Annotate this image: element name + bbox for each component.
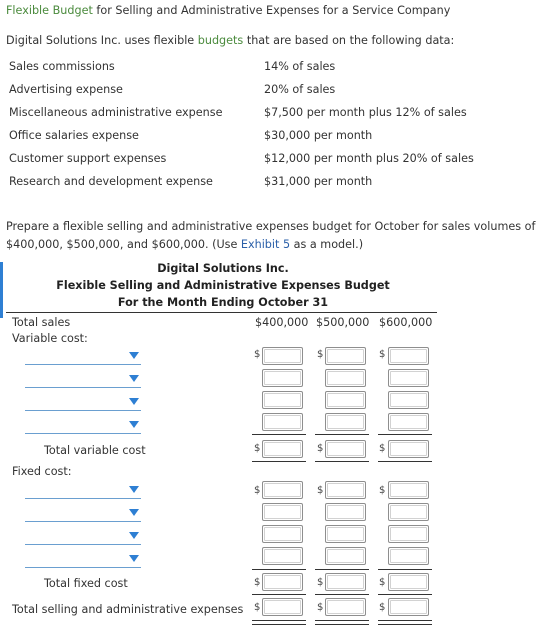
row-value: $30,000 per month xyxy=(264,129,373,142)
amount-input[interactable] xyxy=(325,503,366,521)
total-fixed-cost-label: Total fixed cost xyxy=(44,577,128,590)
title-prefix: Flexible Budget xyxy=(6,4,93,17)
fixed-cost-select[interactable] xyxy=(25,503,141,522)
title-rest: for Selling and Administrative Expenses for a Service Company xyxy=(96,4,451,17)
amount-input[interactable] xyxy=(262,413,303,431)
header-rule xyxy=(6,312,437,313)
chevron-down-icon xyxy=(129,398,139,405)
amount-input[interactable] xyxy=(388,503,429,521)
amount-input[interactable] xyxy=(325,547,366,565)
subtotal-rule xyxy=(252,461,306,462)
amount-input[interactable] xyxy=(388,413,429,431)
currency-symbol: $ xyxy=(317,485,324,496)
double-underline xyxy=(315,620,369,625)
chevron-down-icon xyxy=(129,421,139,428)
subtotal-rule xyxy=(378,461,432,462)
total-variable-cost-input[interactable] xyxy=(388,440,429,458)
instructions-line-1: Prepare a flexible selling and administrative expenses budget for October for sales volumes of xyxy=(6,220,536,233)
currency-symbol: $ xyxy=(317,443,324,454)
variable-cost-select[interactable] xyxy=(25,369,141,388)
currency-symbol: $ xyxy=(254,443,261,454)
amount-input[interactable] xyxy=(388,347,429,365)
amount-input[interactable] xyxy=(325,391,366,409)
grand-total-label: Total selling and administrative expenses xyxy=(12,603,244,616)
row-label: Miscellaneous administrative expense xyxy=(9,106,223,119)
row-label: Advertising expense xyxy=(9,83,123,96)
subtotal-rule xyxy=(315,569,369,570)
chevron-down-icon xyxy=(129,532,139,539)
total-fixed-cost-input[interactable] xyxy=(388,573,429,591)
double-underline xyxy=(252,620,306,625)
total-sales-label: Total sales xyxy=(12,316,71,329)
column-header: $400,000 xyxy=(255,316,309,329)
total-fixed-cost-input[interactable] xyxy=(325,573,366,591)
currency-symbol: $ xyxy=(379,577,386,588)
variable-cost-select[interactable] xyxy=(25,392,141,411)
page-title xyxy=(6,4,450,17)
amount-input[interactable] xyxy=(325,369,366,387)
amount-input[interactable] xyxy=(262,525,303,543)
currency-symbol: $ xyxy=(254,577,261,588)
instructions-before: $400,000, $500,000, and $600,000. (Use xyxy=(6,238,238,251)
row-label: Office salaries expense xyxy=(9,129,139,142)
amount-input[interactable] xyxy=(262,347,303,365)
amount-input[interactable] xyxy=(262,547,303,565)
column-header: $600,000 xyxy=(379,316,433,329)
chevron-down-icon xyxy=(129,486,139,493)
total-fixed-cost-input[interactable] xyxy=(262,573,303,591)
currency-symbol: $ xyxy=(317,602,324,613)
intro-before: Digital Solutions Inc. uses flexible xyxy=(6,34,195,47)
grand-total-input[interactable] xyxy=(262,598,303,616)
subtotal-rule xyxy=(315,434,369,435)
chevron-down-icon xyxy=(129,352,139,359)
grand-total-input[interactable] xyxy=(325,598,366,616)
currency-symbol: $ xyxy=(379,349,386,360)
row-label: Customer support expenses xyxy=(9,152,167,165)
total-variable-cost-label: Total variable cost xyxy=(44,444,146,457)
amount-input[interactable] xyxy=(262,503,303,521)
budget-period: For the Month Ending October 31 xyxy=(117,296,329,309)
instructions-after: as a model.) xyxy=(293,238,364,251)
variable-cost-select[interactable] xyxy=(25,346,141,365)
subtotal-rule xyxy=(252,569,306,570)
currency-symbol: $ xyxy=(254,485,261,496)
exhibit-link[interactable]: Exhibit 5 xyxy=(240,238,291,251)
chevron-down-icon xyxy=(129,555,139,562)
amount-input[interactable] xyxy=(388,391,429,409)
intro-text xyxy=(6,34,454,47)
subtotal-rule xyxy=(315,461,369,462)
budgets-link[interactable]: budgets xyxy=(197,34,244,47)
row-label: Sales commissions xyxy=(9,60,115,73)
chevron-down-icon xyxy=(129,375,139,382)
total-variable-cost-input[interactable] xyxy=(262,440,303,458)
total-variable-cost-input[interactable] xyxy=(325,440,366,458)
fixed-cost-select[interactable] xyxy=(25,526,141,545)
currency-symbol: $ xyxy=(317,349,324,360)
amount-input[interactable] xyxy=(325,525,366,543)
amount-input[interactable] xyxy=(325,481,366,499)
variable-cost-select[interactable] xyxy=(25,415,141,434)
amount-input[interactable] xyxy=(388,369,429,387)
currency-symbol: $ xyxy=(379,602,386,613)
column-header: $500,000 xyxy=(316,316,370,329)
budget-company: Digital Solutions Inc. xyxy=(157,262,289,275)
row-value: 14% of sales xyxy=(264,60,336,73)
fixed-cost-select[interactable] xyxy=(25,480,141,499)
fixed-cost-label: Fixed cost: xyxy=(12,465,72,478)
row-value: 20% of sales xyxy=(264,83,336,96)
currency-symbol: $ xyxy=(379,443,386,454)
total-rule xyxy=(378,594,432,595)
subtotal-rule xyxy=(252,434,306,435)
row-value: $12,000 per month plus 20% of sales xyxy=(264,152,474,165)
subtotal-rule xyxy=(378,434,432,435)
intro-after: that are based on the following data: xyxy=(246,34,455,47)
currency-symbol: $ xyxy=(317,577,324,588)
amount-input[interactable] xyxy=(262,369,303,387)
instructions-line-2 xyxy=(6,238,363,251)
currency-symbol: $ xyxy=(379,485,386,496)
total-rule xyxy=(252,594,306,595)
row-label: Research and development expense xyxy=(9,175,213,188)
currency-symbol: $ xyxy=(254,349,261,360)
amount-input[interactable] xyxy=(388,547,429,565)
double-underline xyxy=(378,620,432,625)
amount-input[interactable] xyxy=(388,481,429,499)
total-rule xyxy=(315,594,369,595)
currency-symbol: $ xyxy=(254,602,261,613)
variable-cost-label: Variable cost: xyxy=(12,332,88,345)
row-value: $31,000 per month xyxy=(264,175,373,188)
subtotal-rule xyxy=(378,569,432,570)
fixed-cost-select[interactable] xyxy=(25,549,141,568)
amount-input[interactable] xyxy=(325,347,366,365)
chevron-down-icon xyxy=(129,509,139,516)
amount-input[interactable] xyxy=(388,525,429,543)
amount-input[interactable] xyxy=(262,391,303,409)
amount-input[interactable] xyxy=(262,481,303,499)
budget-title: Flexible Selling and Administrative Expenses Budget xyxy=(56,279,390,292)
amount-input[interactable] xyxy=(325,413,366,431)
grand-total-input[interactable] xyxy=(388,598,429,616)
row-value: $7,500 per month plus 12% of sales xyxy=(264,106,467,119)
